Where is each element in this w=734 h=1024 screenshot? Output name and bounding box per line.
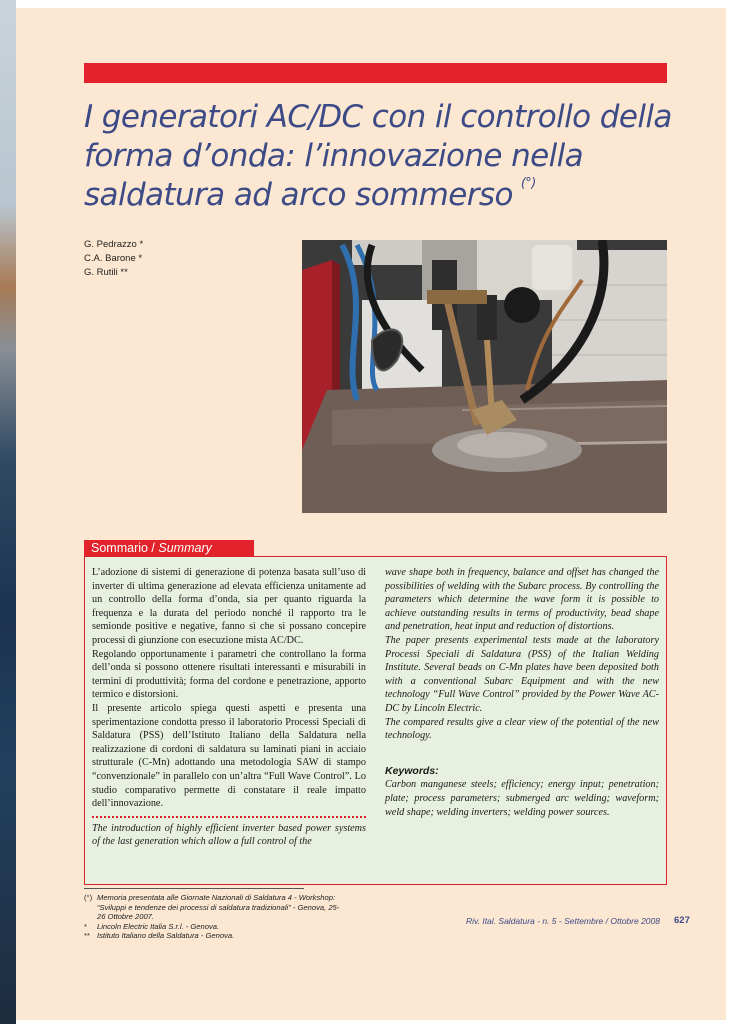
summary-box — [84, 556, 667, 885]
dotted-divider — [92, 816, 366, 818]
header-red-bar — [84, 63, 667, 83]
article-title — [84, 98, 684, 221]
author: G. Rutili ** — [84, 267, 128, 278]
summary-paragraph-en: wave shape both in frequency, balance and offset has changed the possibilities of welding with the Subarc process. By controlling the parameters which determine the wave form it is possible to achieve outstanding results in terms of productivity, bead shape and penetration, heat input and reduction of distortions. — [385, 567, 659, 633]
welding-equipment-photo — [302, 240, 667, 513]
footnote-symbol: ** — [84, 931, 90, 941]
summary-heading-tab — [84, 540, 254, 556]
welding-photo-drawing — [302, 240, 667, 513]
summary-paragraph-it: Regolando opportunamente i parametri che controllano la forma dell’onda si possono ottenere risultati interessanti e misurabili in termini di produttività; forma del cordone e penetrazione, apporto termico e distorsioni. — [92, 648, 366, 701]
footnote-text: Istituto Italiano della Saldatura - Genova. — [97, 931, 235, 941]
summary-paragraph-it: L’adozione di sistemi di generazione di potenza basata sull’uso di inverter di ultima generazione ad elevata efficienza unitamente ad un controllo della forma d’onda, sia per quanto riguarda la frequenza e la durata del periodo nonché il rapporto tra le semionde positive e negative, fanno sì che si possano concepire processi di giunzione con esecuzione mista AC/DC. — [92, 567, 366, 646]
page-number: 627 — [674, 915, 690, 926]
summary-column-left — [92, 566, 366, 849]
title-footnote-mark: (°) — [520, 176, 536, 191]
summary-paragraph-en: The introduction of highly efficient inverter based power systems of the last generation which allow a full control of the — [92, 822, 366, 848]
title-text: I generatori AC/DC con il controllo della forma d’onda: l’innovazione nella saldatura ad arco sommerso — [84, 99, 672, 213]
author: G. Pedrazzo * — [84, 239, 144, 250]
footnote-text: Lincoln Electric Italia S.r.l. - Genova. — [97, 921, 220, 931]
summary-paragraph-it: Il presente articolo spiega questi aspetti e presenta una sperimentazione condotta presso il laboratorio Processi Speciali di Saldatura (PSS) dell’Istituto Italiano della Saldatura nella realizzazione di cordoni di saldatura su laminati piani in acciaio strutturale (C-Mn) adottando una metodologia SAW di stampo “convenzionale” in parallelo con un’altra “Full Wave Control”. Lo studio comparativo permette di constatare il reale impatto dell’innovazione. — [92, 702, 366, 810]
keywords-text: Carbon manganese steels; efficiency; energy input; penetration; plate; process parameters; submerged arc welding; waveform; weld shape; welding inverters; welding power sources. — [385, 779, 659, 818]
summary-paragraph-en: The paper presents experimental tests made at the laboratory Processi Speciali di Saldatura (PSS) of the Italian Welding Institute. Several beads on C-Mn plates have been deposited both with a conventional Subarc Equipment and with the new technology “Full Wave Control” provided by the Power Wave AC-DC by Lincoln Electric. — [385, 634, 659, 714]
keywords-label: Keywords: — [385, 764, 439, 777]
author: C.A. Barone * — [84, 253, 143, 264]
summary-label-en: Summary — [158, 541, 212, 555]
footnote — [84, 931, 344, 941]
summary-label-it: Sommario / — [91, 541, 159, 555]
footnotes — [84, 893, 344, 941]
footnote-rule — [84, 888, 304, 889]
journal-reference: Riv. Ital. Saldatura - n. 5 - Settembre / Ottobre 2008 — [465, 916, 660, 926]
summary-paragraph-en: The compared results give a clear view of the potential of the new technology. — [385, 716, 659, 742]
footnote-text: Memoria presentata alle Giornate Nazionali di Saldatura 4 - Workshop: “Sviluppi e tendenze dei processi di saldatura tradizionali” - Genova, 25-26 Ottobre 2007. — [97, 893, 340, 922]
footnote — [84, 922, 344, 932]
left-edge-photo-strip — [0, 0, 16, 1024]
footnote-symbol: (°) — [84, 893, 93, 902]
author-list — [84, 238, 143, 280]
footnote-symbol: * — [84, 921, 87, 931]
summary-column-right — [385, 566, 659, 819]
footnote — [84, 893, 344, 922]
